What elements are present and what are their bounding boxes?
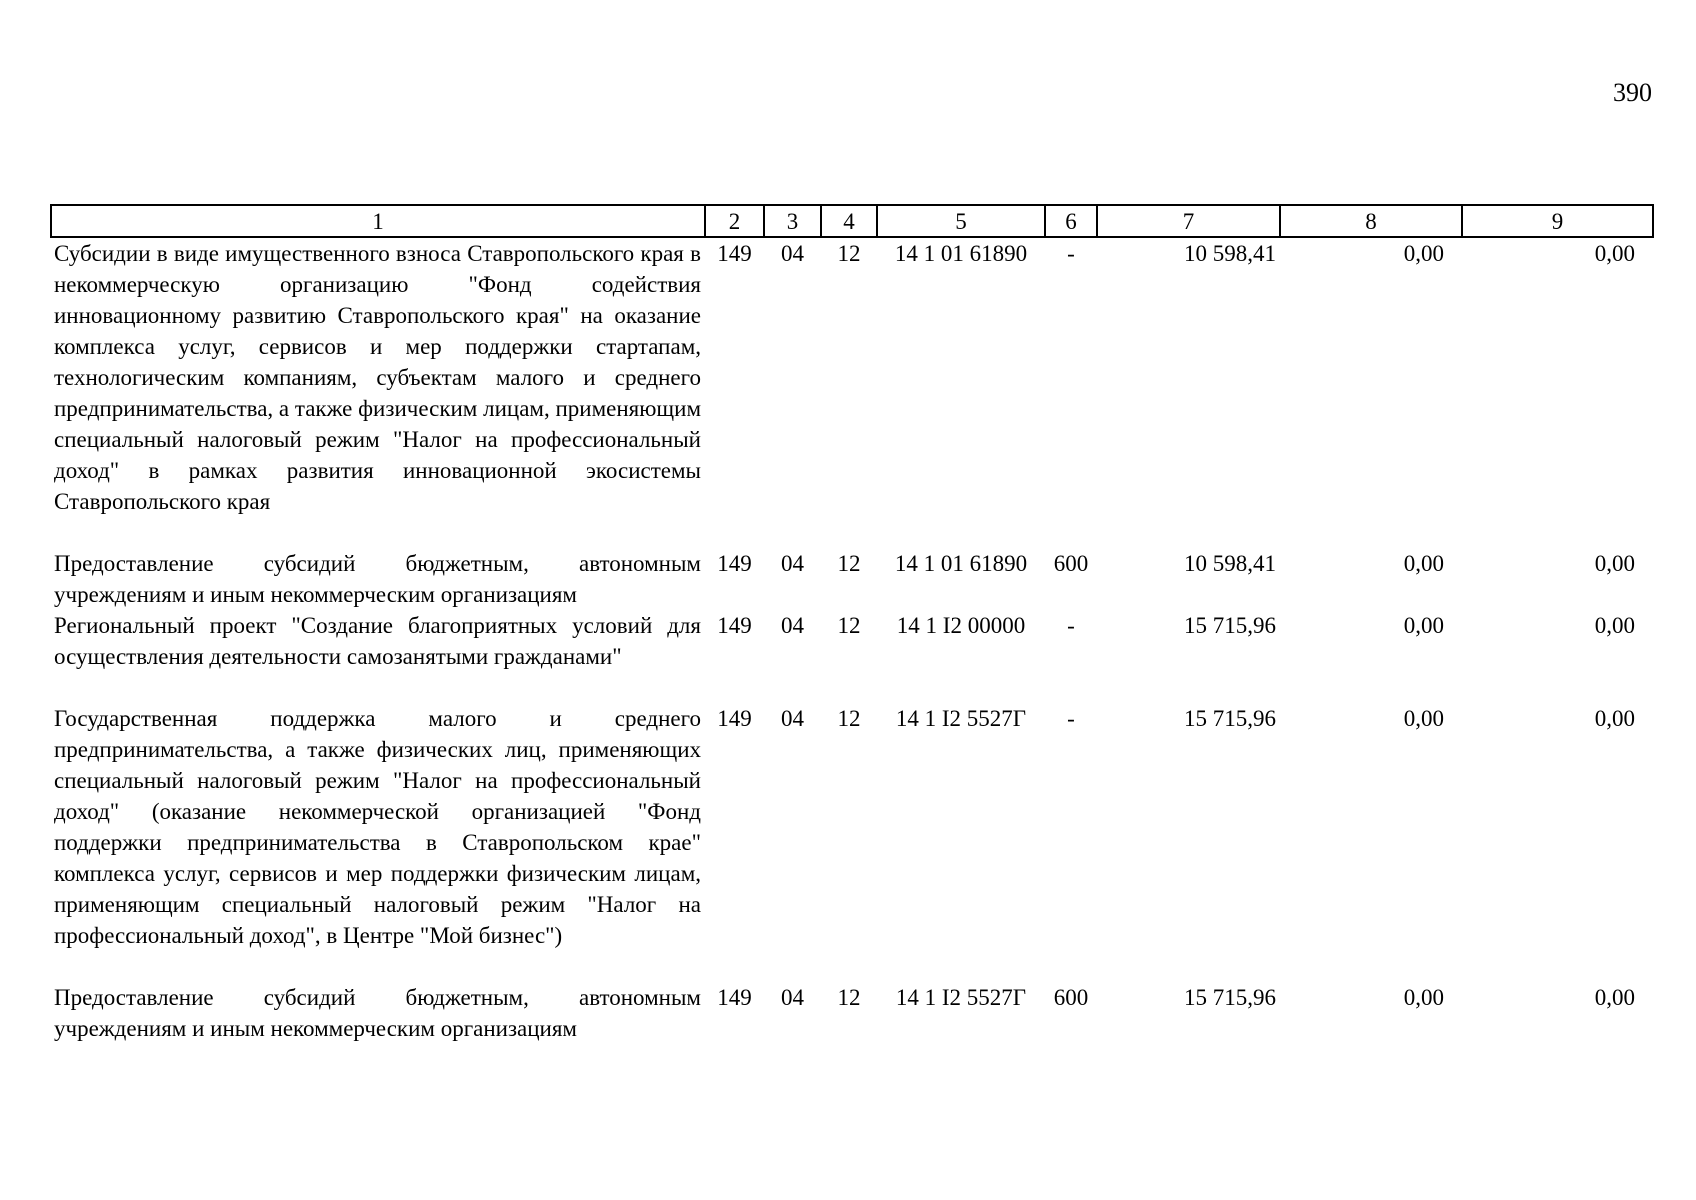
header-col-7: 7 — [1097, 205, 1280, 237]
budget-table-container — [50, 204, 1652, 1044]
header-col-2: 2 — [705, 205, 764, 237]
row-expense-type: - — [1067, 706, 1075, 731]
table-header — [51, 205, 1653, 237]
row-amount-col8: 0,00 — [1403, 551, 1444, 576]
header-col-3: 3 — [764, 205, 821, 237]
row-amount-col8: 0,00 — [1403, 985, 1444, 1010]
row-amount-col7: 15 715,96 — [1184, 613, 1276, 638]
row-name: Предоставление субсидий бюджетным, автономным учреждениям и иным некоммерческим организациям — [54, 985, 701, 1041]
header-col-1: 1 — [51, 205, 705, 237]
header-col-8: 8 — [1280, 205, 1462, 237]
header-col-4: 4 — [821, 205, 877, 237]
row-subsection-code: 12 — [837, 613, 861, 638]
row-target-article: 14 1 01 61890 — [894, 551, 1028, 576]
row-subsection-code: 12 — [837, 241, 861, 266]
row-amount-col9: 0,00 — [1594, 706, 1635, 731]
row-name: Предоставление субсидий бюджетным, автономным учреждениям и иным некоммерческим организациям — [54, 551, 701, 607]
table-row — [51, 548, 1653, 610]
row-amount-col8: 0,00 — [1403, 241, 1444, 266]
row-amount-col9: 0,00 — [1594, 551, 1635, 576]
row-expense-type: - — [1067, 613, 1075, 638]
row-ministry-code: 149 — [717, 985, 752, 1010]
row-amount-col7: 10 598,41 — [1184, 241, 1276, 266]
row-section-code: 04 — [781, 706, 804, 731]
table-row — [51, 703, 1653, 982]
row-ministry-code: 149 — [717, 706, 752, 731]
row-subsection-code: 12 — [837, 551, 861, 576]
row-ministry-code: 149 — [717, 241, 752, 266]
row-target-article: 14 1 I2 5527Г — [895, 985, 1027, 1010]
row-amount-col9: 0,00 — [1594, 613, 1635, 638]
row-name: Государственная поддержка малого и среднего предпринимательства, а также физических лиц, применяющих специальный налоговый режим "Налог на профессиональный доход" (оказание некоммерческой организацией "Фонд поддержки предпринимательства в Ставропольском крае" комплекса услуг, сервисов и мер поддержки физическим лицам, применяющим специальный налоговый режим "Налог на профессиональный доход", в Центре "Мой бизнес") — [54, 706, 701, 948]
header-col-5: 5 — [877, 205, 1045, 237]
table-row — [51, 610, 1653, 703]
row-amount-col9: 0,00 — [1594, 985, 1635, 1010]
row-ministry-code: 149 — [717, 613, 752, 638]
row-amount-col9: 0,00 — [1594, 241, 1635, 266]
table-row — [51, 237, 1653, 548]
row-expense-type: - — [1067, 241, 1075, 266]
row-ministry-code: 149 — [717, 551, 752, 576]
row-name: Субсидии в виде имущественного взноса Ставропольского края в некоммерческую организацию "Фонд содействия инновационному развитию Ставропольского края" на оказание комплекса услуг, сервисов и мер поддержки стартапам, технологическим компаниям, субъектам малого и среднего предпринимательства, а также физическим лицам, применяющим специальный налоговый режим "Налог на профессиональный доход" в рамках развития инновационной экосистемы Ставропольского края — [54, 241, 701, 514]
row-amount-col7: 15 715,96 — [1184, 706, 1276, 731]
row-target-article: 14 1 I2 00000 — [896, 613, 1026, 638]
row-target-article: 14 1 01 61890 — [894, 241, 1028, 266]
page-number: 390 — [1613, 78, 1652, 107]
table-body — [51, 237, 1653, 1044]
row-section-code: 04 — [781, 551, 804, 576]
row-section-code: 04 — [781, 613, 804, 638]
header-row — [51, 205, 1653, 237]
table-row — [51, 982, 1653, 1044]
row-section-code: 04 — [781, 241, 804, 266]
row-name: Региональный проект "Создание благоприятных условий для осуществления деятельности самозанятыми гражданами" — [54, 613, 701, 669]
row-expense-type: 600 — [1053, 985, 1089, 1010]
row-amount-col7: 10 598,41 — [1184, 551, 1276, 576]
row-subsection-code: 12 — [837, 985, 861, 1010]
row-section-code: 04 — [781, 985, 804, 1010]
row-amount-col7: 15 715,96 — [1184, 985, 1276, 1010]
header-col-9: 9 — [1462, 205, 1653, 237]
row-expense-type: 600 — [1053, 551, 1089, 576]
row-amount-col8: 0,00 — [1403, 706, 1444, 731]
row-amount-col8: 0,00 — [1403, 613, 1444, 638]
header-col-6: 6 — [1045, 205, 1097, 237]
row-target-article: 14 1 I2 5527Г — [895, 706, 1027, 731]
row-subsection-code: 12 — [837, 706, 861, 731]
budget-table — [50, 204, 1654, 1044]
